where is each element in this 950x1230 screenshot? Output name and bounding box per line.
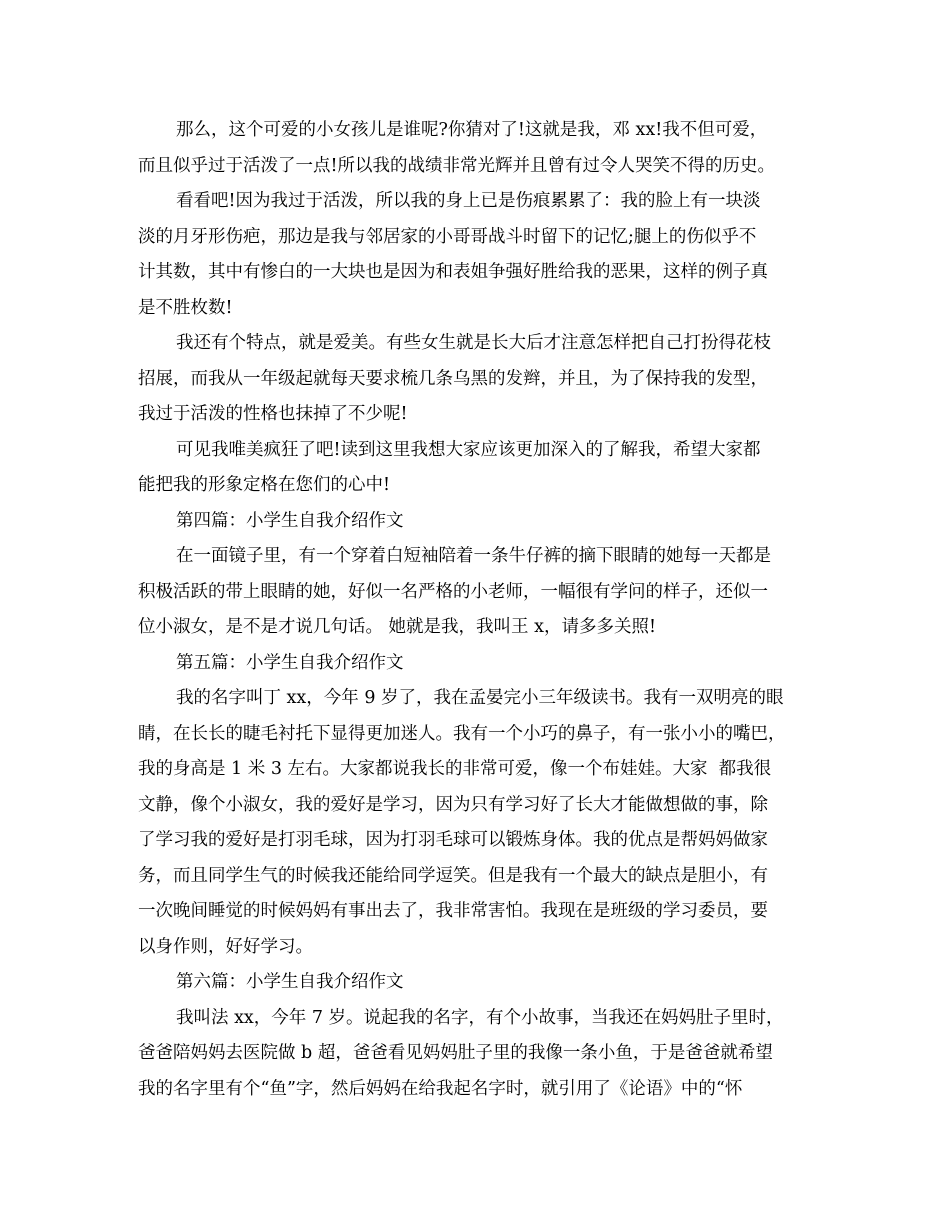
text-line: 计其数，其中有惨白的一大块也是因为和表姐争强好胜给我的恶果，这样的例子真 (138, 262, 768, 282)
text-line: 是不胜枚数! (138, 298, 233, 318)
text-line: 爸爸陪妈妈去医院做 b 超，爸爸看见妈妈肚子里的我像一条小鱼，于是爸爸就希望 (138, 1043, 773, 1063)
text-line: 一次晚间睡觉的时候妈妈有事出去了，我非常害怕。我现在是班级的学习委员，要 (138, 901, 768, 921)
text-line: 务，而且同学生气的时候我还能给同学逗笑。但是我有一个最大的缺点是胆小，有 (138, 866, 768, 886)
text-line: 能把我的形象定格在您们的心中! (138, 475, 391, 495)
section-heading: 第四篇：小学生自我介绍作文 (176, 511, 404, 531)
text-line: 而且似乎过于活泼了一点!所以我的战绩非常光辉并且曾有过令人哭笑不得的历史。 (138, 156, 776, 176)
text-line: 我还有个特点，就是爱美。有些女生就是长大后才注意怎样把自己打扮得花枝 (176, 333, 771, 353)
text-line: 睛，在长长的睫毛衬托下显得更加迷人。我有一个小巧的鼻子，有一张小小的嘴巴， (138, 724, 786, 744)
text-line: 文静，像个小淑女，我的爱好是学习，因为只有学习好了长大才能做想做的事，除 (138, 795, 768, 815)
text-line: 以身作则，好好学习。 (138, 937, 313, 957)
text-line: 可见我唯美疯狂了吧!读到这里我想大家应该更加深入的了解我，希望大家都 (176, 440, 761, 460)
section-heading: 第五篇：小学生自我介绍作文 (176, 653, 404, 673)
text-line: 我叫法 xx，今年 7 岁。说起我的名字，有个小故事，当我还在妈妈肚子里时， (176, 1008, 784, 1028)
text-line: 我的名字里有个“鱼”字，然后妈妈在给我起名字时，就引用了《论语》中的“怀 (138, 1079, 743, 1099)
text-line: 招展，而我从一年级起就每天要求梳几条乌黑的发辫，并且，为了保持我的发型， (138, 369, 768, 389)
text-line: 我的名字叫丁 xx，今年 9 岁了，我在孟晏完小三年级读书。我有一双明亮的眼 (176, 688, 784, 708)
text-line: 我的身高是 1 米 3 左右。大家都说我长的非常可爱，像一个布娃娃。大家 都我很 (138, 759, 772, 779)
text-line: 那么，这个可爱的小女孩儿是谁呢?你猜对了!这就是我，邓 xx!我不但可爱， (176, 120, 768, 140)
text-line: 我过于活泼的性格也抹掉了不少呢! (138, 404, 408, 424)
text-line: 了学习我的爱好是打羽毛球，因为打羽毛球可以锻炼身体。我的优点是帮妈妈做家 (138, 830, 768, 850)
text-line: 位小淑女，是不是才说几句话。 她就是我，我叫王 x，请多多关照! (138, 617, 657, 637)
text-line: 积极活跃的带上眼睛的她，好似一名严格的小老师，一幅很有学问的样子，还似一 (138, 582, 768, 602)
text-line: 淡的月牙形伤疤，那边是我与邻居家的小哥哥战斗时留下的记忆;腿上的伤似乎不 (138, 227, 757, 247)
text-line: 看看吧!因为我过于活泼，所以我的身上已是伤痕累累了：我的脸上有一块淡 (176, 191, 761, 211)
section-heading: 第六篇：小学生自我介绍作文 (176, 972, 404, 992)
text-line: 在一面镜子里，有一个穿着白短袖陪着一条牛仔裤的摘下眼睛的她每一天都是 (176, 546, 771, 566)
